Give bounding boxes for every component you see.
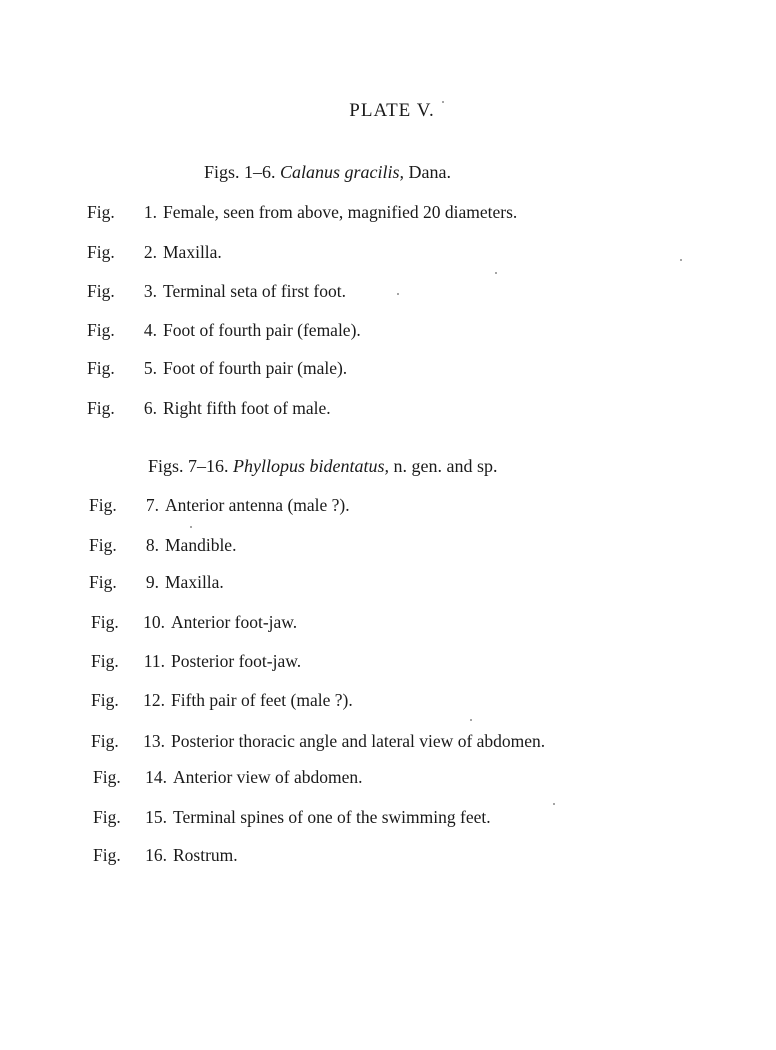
figure-caption xyxy=(87,320,361,341)
group-heading-phyllopus xyxy=(148,456,498,477)
fig-text: Anterior view of abdomen. xyxy=(173,767,363,787)
figure-caption xyxy=(91,612,297,633)
figure-caption xyxy=(87,202,517,223)
fig-number: 15. xyxy=(145,807,167,827)
figure-caption xyxy=(89,572,224,593)
group-prefix: Figs. 7–16. xyxy=(148,456,229,476)
fig-number: 11. xyxy=(143,651,165,671)
group-suffix: Dana. xyxy=(408,162,452,182)
fig-label: Fig. xyxy=(87,242,115,262)
fig-label: Fig. xyxy=(87,358,115,378)
fig-text: Rostrum. xyxy=(173,845,238,865)
fig-number: 6. xyxy=(143,398,157,418)
fig-label: Fig. xyxy=(91,651,119,671)
fig-label: Fig. xyxy=(93,845,121,865)
fig-number: 12. xyxy=(143,690,165,710)
figure-caption xyxy=(87,398,331,419)
figure-caption xyxy=(87,358,347,379)
fig-number: 4. xyxy=(143,320,157,340)
fig-text: Posterior foot-jaw. xyxy=(171,651,302,671)
figure-caption xyxy=(89,535,236,556)
fig-number: 9. xyxy=(145,572,159,592)
fig-number: 8. xyxy=(145,535,159,555)
group-prefix: Figs. 1–6. xyxy=(204,162,276,182)
fig-label: Fig. xyxy=(87,398,115,418)
fig-label: Fig. xyxy=(93,807,121,827)
fig-text: Terminal seta of first foot. xyxy=(163,281,346,301)
fig-number: 3. xyxy=(143,281,157,301)
figure-caption xyxy=(87,281,346,302)
group-suffix: n. gen. and sp. xyxy=(393,456,498,476)
figure-caption xyxy=(89,495,350,516)
fig-number: 16. xyxy=(145,845,167,865)
figure-caption xyxy=(91,731,545,752)
species-name: Phyllopus bidentatus, xyxy=(233,456,390,476)
fig-text: Mandible. xyxy=(165,535,237,555)
fig-text: Right fifth foot of male. xyxy=(163,398,331,418)
figure-caption xyxy=(93,807,491,828)
fig-number: 5. xyxy=(143,358,157,378)
scan-speck xyxy=(680,259,682,261)
fig-label: Fig. xyxy=(87,320,115,340)
fig-number: 7. xyxy=(145,495,159,515)
scan-speck xyxy=(553,803,555,805)
fig-label: Fig. xyxy=(91,690,119,710)
scan-speck xyxy=(190,526,192,528)
fig-text: Foot of fourth pair (male). xyxy=(163,358,348,378)
fig-label: Fig. xyxy=(87,202,115,222)
fig-text: Female, seen from above, magnified 20 diameters. xyxy=(163,202,518,222)
fig-number: 1. xyxy=(143,202,157,222)
fig-label: Fig. xyxy=(89,572,117,592)
scan-speck xyxy=(495,272,497,274)
scan-speck xyxy=(470,719,472,721)
fig-number: 13. xyxy=(143,731,165,751)
scan-speck xyxy=(442,101,444,103)
figure-caption xyxy=(93,767,363,788)
scan-speck xyxy=(397,293,399,295)
fig-number: 10. xyxy=(143,612,165,632)
fig-label: Fig. xyxy=(91,612,119,632)
plate-title: PLATE V. xyxy=(349,100,435,121)
fig-number: 14. xyxy=(145,767,167,787)
figure-caption xyxy=(91,651,301,672)
fig-text: Fifth pair of feet (male ?). xyxy=(171,690,353,710)
figure-caption xyxy=(91,690,353,711)
figure-caption xyxy=(93,845,238,866)
fig-text: Posterior thoracic angle and lateral view of abdomen. xyxy=(171,731,546,751)
fig-number: 2. xyxy=(143,242,157,262)
fig-label: Fig. xyxy=(89,535,117,555)
fig-label: Fig. xyxy=(87,281,115,301)
fig-text: Anterior foot-jaw. xyxy=(171,612,298,632)
fig-text: Maxilla. xyxy=(163,242,222,262)
fig-label: Fig. xyxy=(93,767,121,787)
fig-text: Foot of fourth pair (female). xyxy=(163,320,361,340)
species-name: Calanus gracilis, xyxy=(280,162,405,182)
fig-text: Terminal spines of one of the swimming feet. xyxy=(173,807,491,827)
fig-text: Maxilla. xyxy=(165,572,224,592)
figure-caption xyxy=(87,242,222,263)
fig-label: Fig. xyxy=(91,731,119,751)
fig-text: Anterior antenna (male ?). xyxy=(165,495,350,515)
fig-label: Fig. xyxy=(89,495,117,515)
group-heading-calanus xyxy=(204,162,451,183)
